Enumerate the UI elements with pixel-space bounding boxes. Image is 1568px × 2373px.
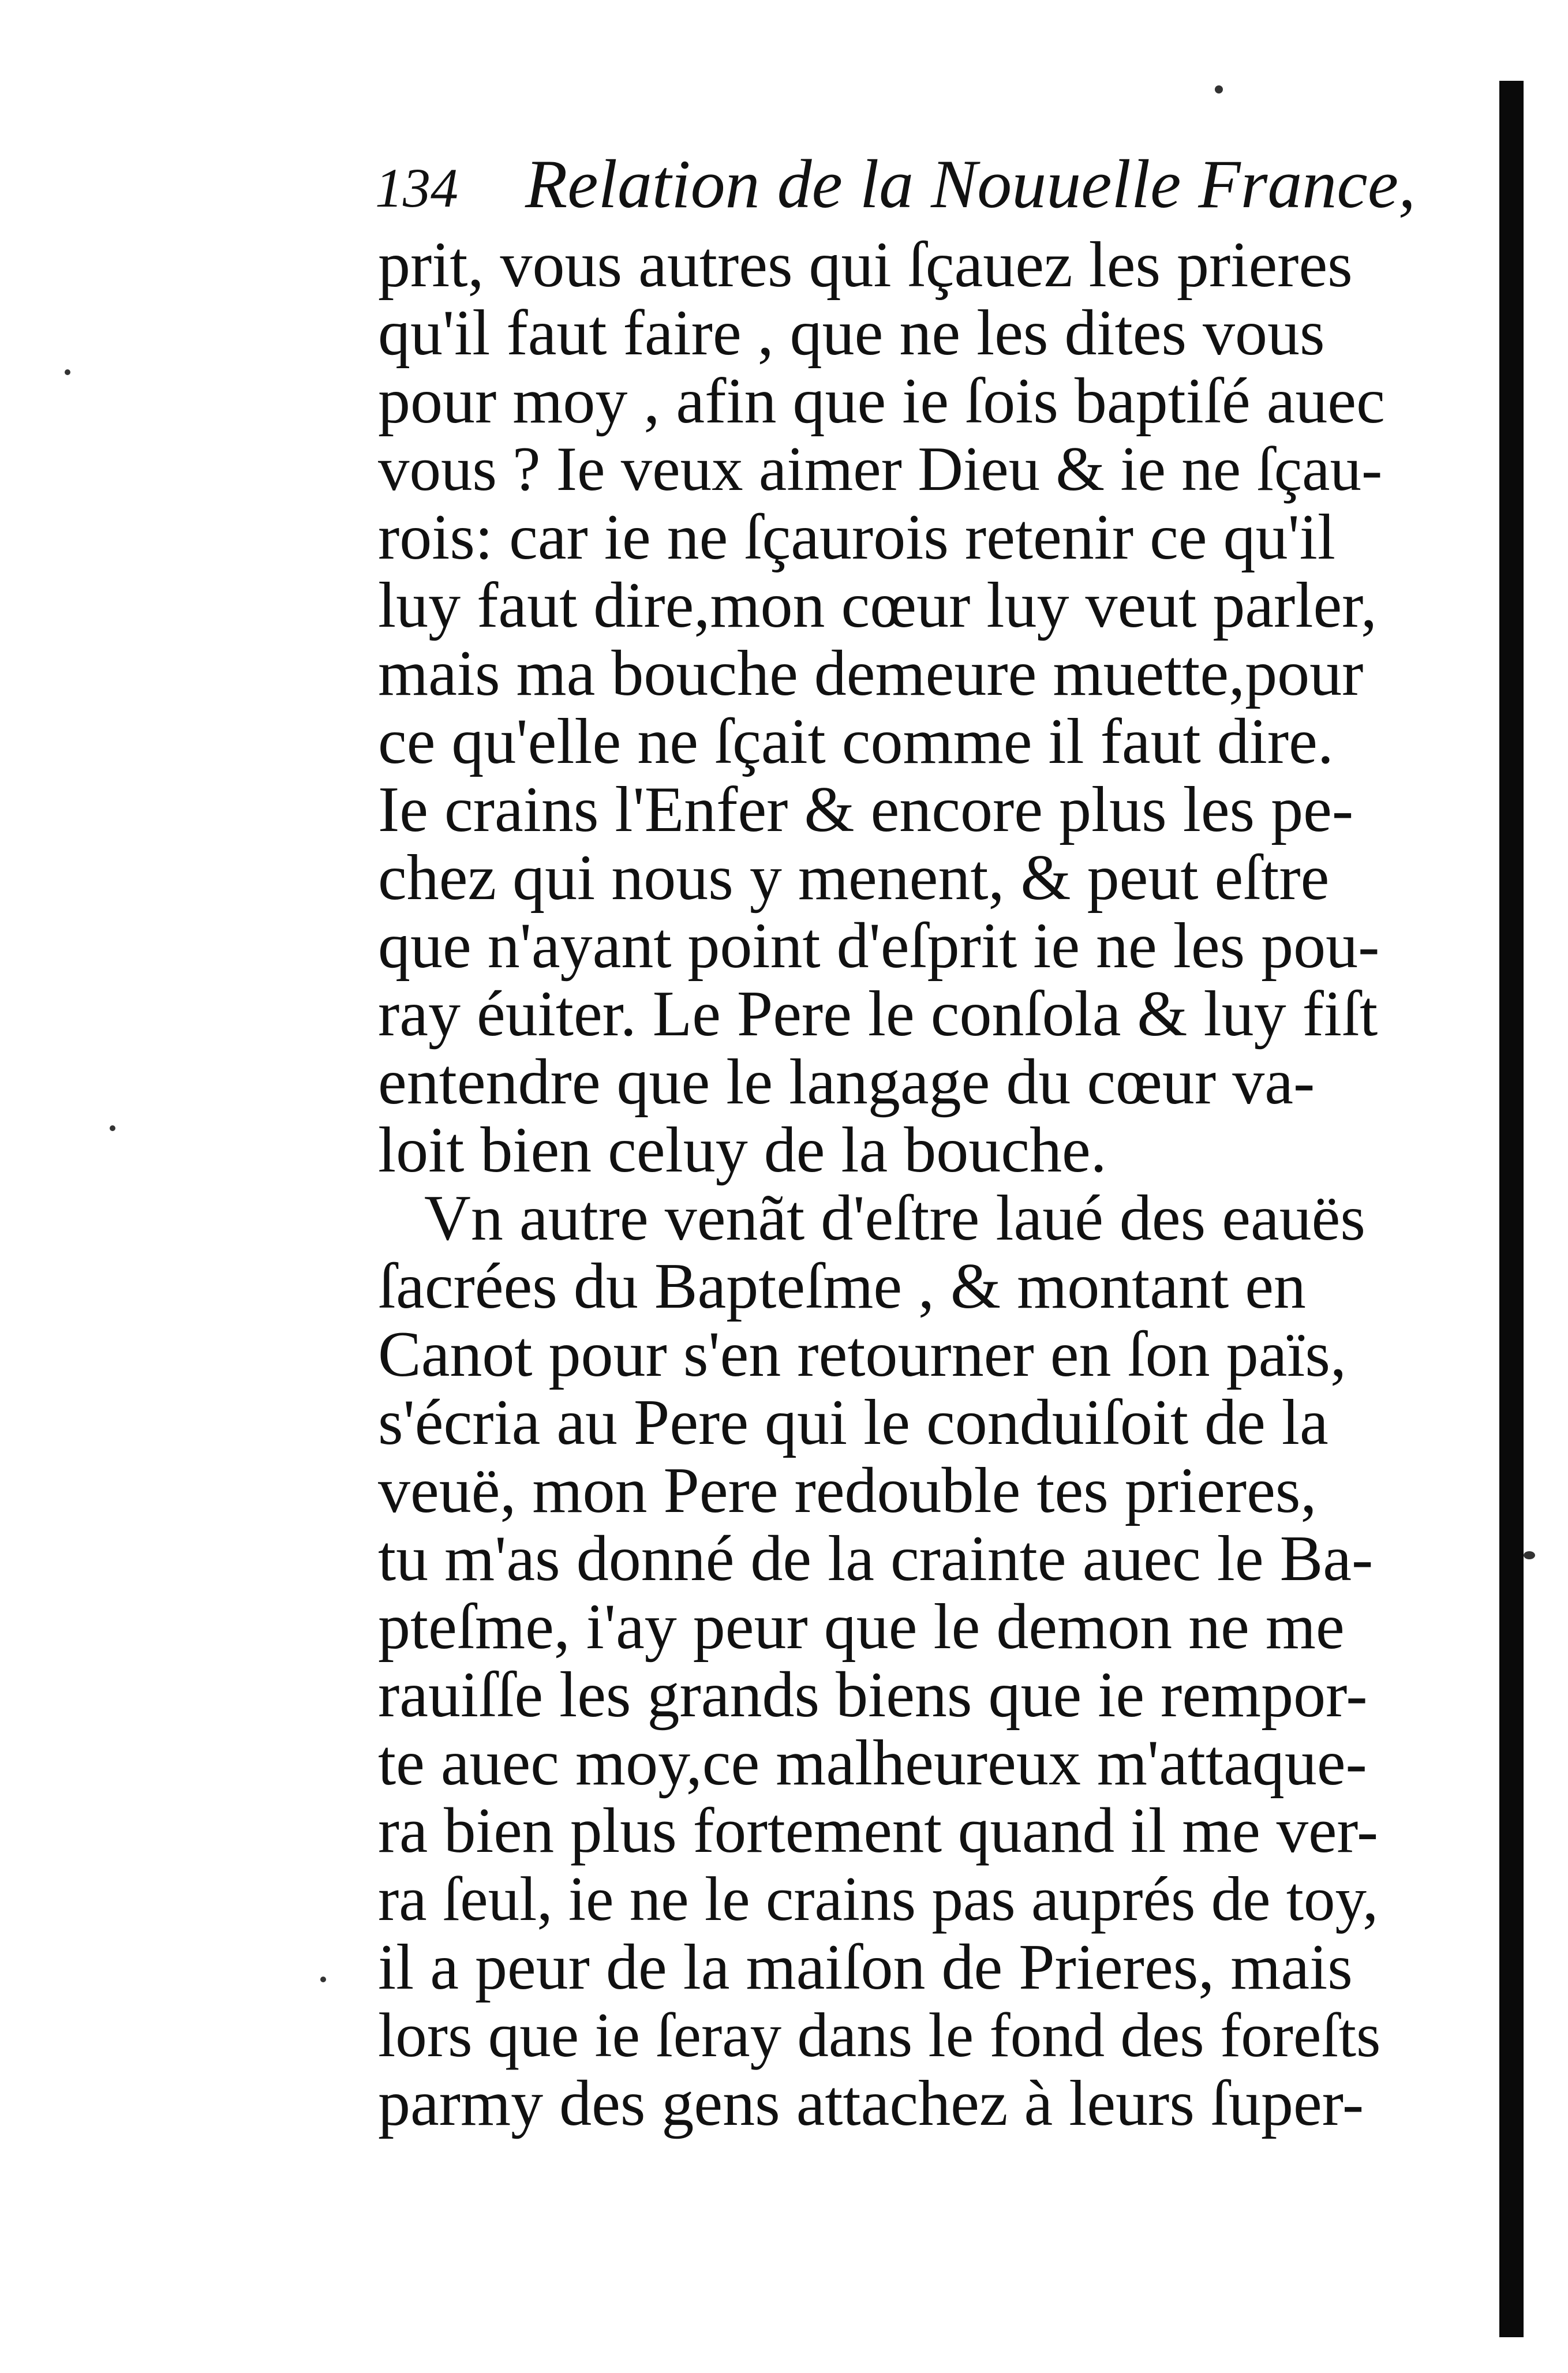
ink-speck — [1215, 85, 1223, 93]
text-line: chez qui nous y menent, & peut eſtre — [378, 842, 1330, 914]
text-line: ce qu'elle ne ſçait comme il faut dire. — [378, 706, 1334, 777]
text-line: veuë, mon Pere redouble tes prieres, — [378, 1455, 1317, 1526]
text-line: ra ſeul, ie ne le crains pas auprés de toy, — [378, 1864, 1379, 1934]
body-text — [378, 231, 1385, 2138]
ink-speck — [320, 1977, 326, 1982]
running-title: Relation de la Nouuelle France, — [525, 145, 1416, 222]
text-line: vous ? Ie veux aimer Dieu & ie ne ſçau- — [378, 434, 1383, 504]
text-line: que n'ayant point d'eſprit ie ne les pou- — [378, 910, 1380, 982]
text-line: ray éuiter. Le Pere le conſola & luy fiſt — [378, 978, 1378, 1050]
text-line: entendre que le langage du cœur va- — [378, 1046, 1315, 1118]
text-line: qu'il faut faire , que ne les dites vous — [378, 297, 1325, 369]
text-line: rauiſſe les grands biens que ie rempor- — [378, 1659, 1368, 1731]
paragraph-start-line: Vn autre venãt d'eſtre laué des eauës — [424, 1182, 1365, 1254]
text-line: prit, vous autres qui ſçauez les prieres — [378, 229, 1353, 301]
text-line: luy faut dire,mon cœur luy veut parler, — [378, 570, 1377, 641]
text-line: ra bien plus fortement quand il me ver- — [378, 1795, 1379, 1866]
text-line: ſacrées du Bapteſme , & montant en — [378, 1251, 1306, 1322]
text-line: Ie crains l'Enfer & encore plus les pe- — [378, 774, 1354, 845]
ink-speck — [65, 369, 70, 375]
text-line: pteſme, i'ay peur que le demon ne me — [378, 1591, 1345, 1663]
text-line: te auec moy,ce malheureux m'attaque- — [378, 1727, 1367, 1799]
text-line: rois: car ie ne ſçaurois retenir ce qu'il — [378, 501, 1335, 573]
page-edge-shadow — [1499, 81, 1524, 2337]
text-line: lors que ie ſeray dans le fond des foreſts — [378, 2000, 1381, 2070]
page-number: 134 — [375, 157, 458, 219]
ink-speck — [110, 1125, 115, 1131]
text-line: tu m'as donné de la crainte auec le Ba- — [378, 1523, 1374, 1595]
ink-speck — [1524, 1551, 1535, 1559]
text-line: s'écria au Pere qui le conduiſoit de la — [378, 1387, 1329, 1458]
text-line: loit bien celuy de la bouche. — [378, 1114, 1107, 1186]
text-line: pour moy , afin que ie ſois baptiſé auec — [378, 365, 1385, 437]
text-line: parmy des gens attachez à leurs ſuper- — [378, 2068, 1364, 2139]
text-line: Canot pour s'en retourner en ſon païs, — [378, 1319, 1346, 1390]
text-line: il a peur de la maiſon de Prieres, mais — [378, 1932, 1353, 2003]
text-line: mais ma bouche demeure muette,pour — [378, 638, 1364, 709]
page-header — [375, 144, 1416, 231]
